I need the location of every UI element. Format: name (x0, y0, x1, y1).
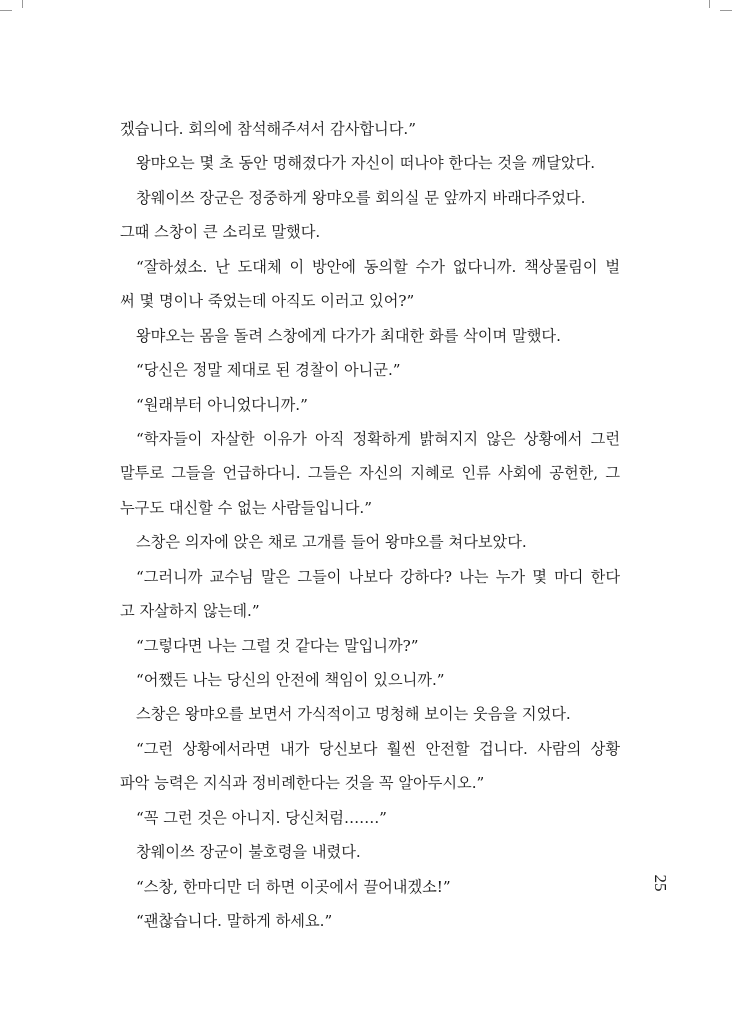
text-line: “꼭 그런 것은 아니지. 당신처럼…….” (136, 808, 387, 827)
text-line: “학자들이 자살한 이유가 아직 정확하게 밝혀지지 않은 상황에서 그런 (136, 429, 620, 448)
text-line: “어쨌든 나는 당신의 안전에 책임이 있으니까.” (136, 671, 445, 689)
crop-mark-top-left-horizontal (0, 10, 12, 11)
text-line: 창웨이쓰 장군이 불호령을 내렸다. (136, 843, 361, 862)
text-line: 말투로 그들을 언급하다니. 그들은 자신의 지혜로 인류 사회에 공헌한, 그 (120, 464, 620, 483)
text-line: “그렇다면 나는 그럴 것 같다는 말입니까?” (136, 636, 419, 655)
text-line: 스창은 왕먀오를 보면서 가식적이고 멍청해 보이는 웃음을 지었다. (136, 705, 571, 724)
crop-mark-top-left-vertical (22, 0, 23, 8)
text-line: “잘하셨소. 난 도대체 이 방안에 동의할 수가 없다니까. 책상물림이 벌 (136, 257, 620, 276)
text-line: 그때 스창이 큰 소리로 말했다. (120, 223, 321, 242)
text-line: 왕먀오는 몸을 돌려 스창에게 다가가 최대한 화를 삭이며 말했다. (136, 326, 561, 345)
text-line: 누구도 대신할 수 없는 사람들입니다.” (120, 498, 372, 517)
text-line: 겠습니다. 회의에 참석해주셔서 감사합니다.” (120, 120, 416, 138)
text-line: 써 몇 명이나 죽었는데 아직도 이러고 있어?” (120, 292, 415, 311)
text-line: 스창은 의자에 앉은 채로 고개를 들어 왕먀오를 쳐다보았다. (136, 533, 527, 552)
page-number: 25 (651, 874, 670, 892)
text-line: “당신은 정말 제대로 된 경찰이 아니군.” (136, 361, 401, 380)
text-line: “그런 상황에서라면 내가 당신보다 훨씬 안전할 겁니다. 사람의 상황 (136, 739, 620, 758)
text-line: “그러니까 교수님 말은 그들이 나보다 강하다? 나는 누가 몇 마디 한다 (136, 567, 620, 586)
text-line: “원래부터 아니었다니까.” (136, 395, 308, 414)
text-line: 파악 능력은 지식과 정비례한다는 것을 꼭 알아두시오.” (120, 774, 485, 793)
crop-mark-top-right-horizontal (720, 10, 732, 11)
text-line: “스창, 한마디만 더 하면 이곳에서 끌어내겠소!” (136, 877, 451, 896)
text-line: “괜찮습니다. 말하게 하세요.” (136, 912, 333, 931)
text-line: 고 자살하지 않는데.” (120, 602, 260, 621)
body-text (120, 112, 620, 939)
crop-mark-top-right-vertical (709, 0, 710, 8)
text-line: 창웨이쓰 장군은 정중하게 왕먀오를 회의실 문 앞까지 바래다주었다. (136, 188, 586, 207)
text-line: 왕먀오는 몇 초 동안 멍해졌다가 자신이 떠나야 한다는 것을 깨달았다. (136, 154, 596, 173)
